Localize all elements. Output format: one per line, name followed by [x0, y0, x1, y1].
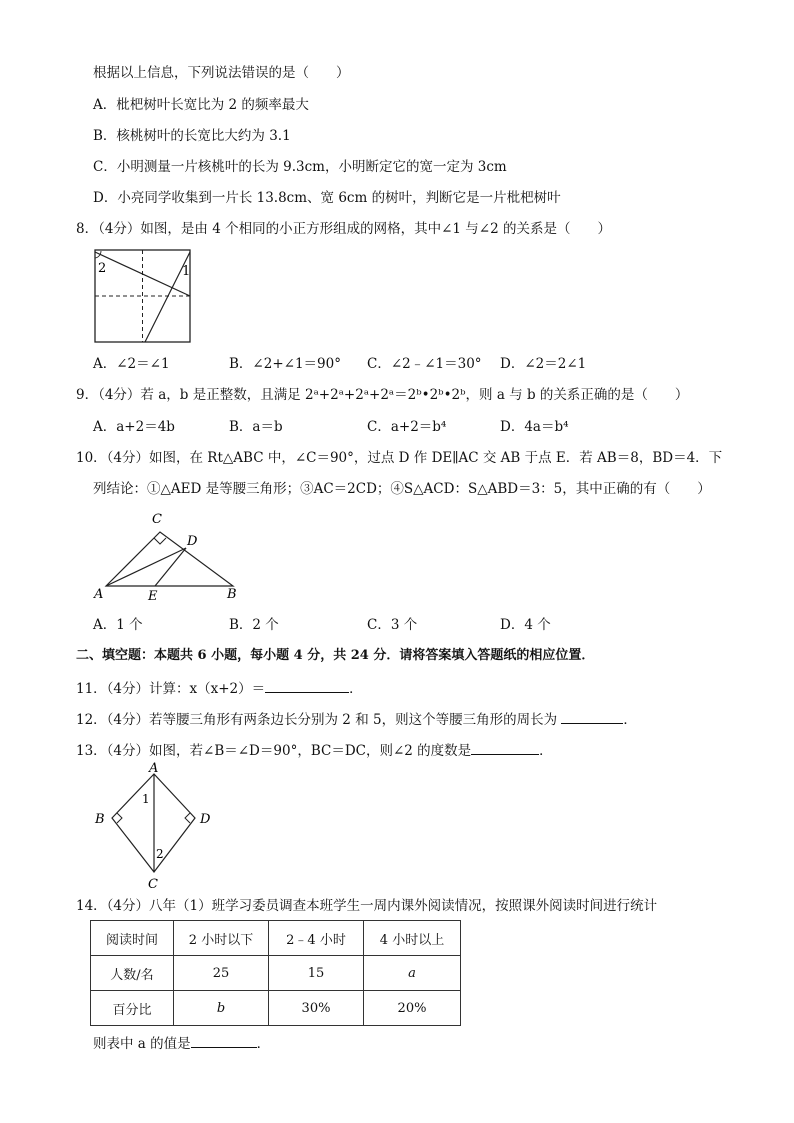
q10-label-d: D — [187, 534, 198, 549]
table-cell: 人数/名 — [91, 956, 174, 991]
q8-option-a: A．∠2＝∠1 — [93, 356, 170, 372]
q8-label-2: 2 — [98, 261, 107, 276]
q10-label-a: A — [94, 587, 104, 602]
q10-option-a: A．1 个 — [93, 617, 143, 633]
table-cell: 2 小时以下 — [174, 921, 269, 956]
q12-question — [76, 709, 637, 729]
q13-question — [76, 740, 553, 760]
q10-option-b: B．2 个 — [229, 617, 279, 633]
q11-question — [76, 678, 363, 698]
q12-end: ． — [623, 712, 637, 728]
q10-option-d: D．4 个 — [500, 617, 551, 633]
q9-option-d: D．4a＝b⁴ — [500, 419, 569, 435]
q14-tail — [93, 1033, 270, 1053]
q8-grid-figure — [93, 248, 193, 344]
q9-option-c: C．a+2＝b⁴ — [367, 419, 447, 435]
q7-option-d: D．小亮同学收集到一片长 13.8cm、宽 6cm 的树叶，判断它是一片枇杷树叶 — [93, 190, 561, 206]
q13-answer-blank[interactable] — [471, 740, 539, 755]
q13-kite-figure — [92, 762, 222, 892]
table-cell: 15 — [269, 956, 364, 991]
table-cell: 阅读时间 — [91, 921, 174, 956]
table-cell: 4 小时以上 — [364, 921, 461, 956]
table-cell: 30% — [269, 991, 364, 1026]
q13-label-1: 1 — [142, 792, 150, 806]
table-cell: b — [174, 991, 269, 1026]
q8-option-d: D．∠2＝2∠1 — [500, 356, 587, 372]
q9-stem-mid: a，b 是正整数，且满足 — [158, 387, 306, 403]
q7-option-a: A．枇杷树叶长宽比为 2 的频率最大 — [93, 97, 309, 113]
q8-stem: 8．（4分）如图，是由 4 个相同的小正方形组成的网格，其中∠1 与∠2 的关系是（ ） — [76, 221, 611, 237]
table-row — [91, 921, 461, 956]
q8-option-c: C．∠2﹣∠1＝30° — [367, 356, 482, 372]
q7-option-c: C．小明测量一片核桃叶的长为 9.3cm，小明断定它的宽一定为 3cm — [93, 159, 507, 175]
q9-option-b: B．a＝b — [229, 419, 283, 435]
section-2-heading: 二、填空题：本题共 6 小题，每小题 4 分，共 24 分．请将答案填入答题纸的相应位置． — [76, 648, 595, 663]
q11-end: ． — [349, 681, 363, 697]
q11-answer-blank[interactable] — [265, 678, 349, 693]
q10-triangle-figure — [90, 510, 250, 602]
q8-option-b: B．∠2+∠1＝90° — [229, 356, 341, 372]
q9-option-a: A．a+2＝4b — [93, 419, 175, 435]
q13-end: ． — [539, 743, 553, 759]
q9-stem-prefix: 9．（4分）若 — [76, 387, 159, 403]
q13-text: 13．（4分）如图，若∠B＝∠D＝90°，BC＝DC，则∠2 的度数是 — [76, 743, 472, 759]
table-cell: 2﹣4 小时 — [269, 921, 364, 956]
q7-stem: 根据以上信息，下列说法错误的是（ ） — [93, 65, 350, 81]
q10-stem-line2: 列结论：①△AED 是等腰三角形；③AC＝2CD；④S△ACD：S△ABD＝3：5，其中正确的有（ ） — [93, 481, 711, 497]
q13-label-2: 2 — [156, 847, 164, 861]
q13-label-b: B — [95, 812, 105, 827]
q10-label-e: E — [148, 589, 158, 602]
q9-stem-eq: 2ᵃ+2ᵃ+2ᵃ+2ᵃ＝2ᵇ•2ᵇ•2ᵇ — [305, 387, 466, 403]
q10-label-b: B — [227, 587, 237, 602]
q14-table — [90, 920, 461, 1026]
table-cell: a — [364, 956, 461, 991]
table-cell: 20% — [364, 991, 461, 1026]
q12-text: 12．（4分）若等腰三角形有两条边长分别为 2 和 5，则这个等腰三角形的周长为 — [76, 712, 562, 728]
q9-stem — [76, 386, 688, 404]
q14-tail-text: 则表中 a 的值是 — [93, 1036, 191, 1052]
q8-label-1: 1 — [182, 264, 191, 279]
q13-label-c: C — [148, 877, 158, 892]
q9-stem-tail: ，则 a 与 b 的关系正确的是（ ） — [465, 387, 689, 403]
table-row — [91, 956, 461, 991]
table-cell: 25 — [174, 956, 269, 991]
q14-answer-blank[interactable] — [191, 1033, 257, 1048]
q13-label-d: D — [200, 812, 211, 827]
q13-label-a: A — [149, 762, 159, 776]
q10-stem-line1: 10．（4分）如图，在 Rt△ABC 中，∠C＝90°，过点 D 作 DE∥AC 交 AB 于点 E．若 AB＝8，BD＝4．下 — [76, 450, 723, 466]
q10-label-c: C — [152, 512, 162, 527]
q11-text: 11．（4分）计算：x（x+2）＝ — [76, 681, 266, 697]
table-cell: 百分比 — [91, 991, 174, 1026]
q12-answer-blank[interactable] — [561, 709, 623, 724]
q14-stem: 14．（4分）八年（1）班学习委员调查本班学生一周内课外阅读情况，按照课外阅读时间进行统计 — [76, 898, 658, 914]
q14-end: ． — [256, 1036, 271, 1052]
q10-option-c: C．3 个 — [367, 617, 418, 633]
q7-option-b: B．核桃树叶的长宽比大约为 3.1 — [93, 128, 291, 144]
table-row — [91, 991, 461, 1026]
